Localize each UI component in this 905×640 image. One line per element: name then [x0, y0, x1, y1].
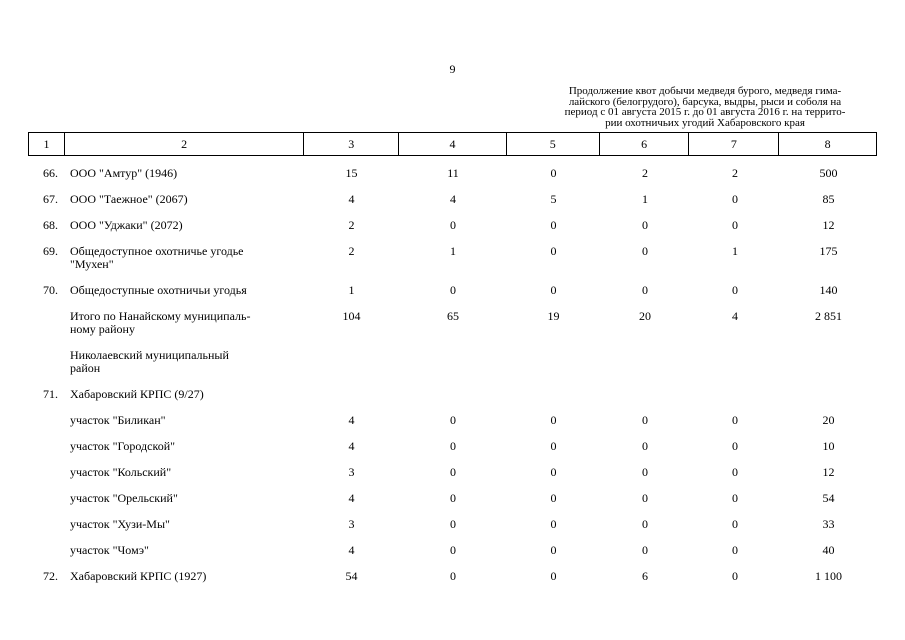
row-value-col-8: 54 [822, 491, 835, 505]
row-value-col-5: 0 [550, 517, 557, 531]
row-number: 72. [43, 569, 58, 583]
row-number: 71. [43, 387, 58, 401]
row-value-col-5: 5 [550, 192, 557, 206]
row-number [28, 439, 64, 465]
table-row [28, 387, 877, 413]
row-name-line: Хабаровский КРПС (9/27) [70, 387, 204, 401]
row-name-line: участок "Биликан" [70, 413, 166, 427]
row-value-col-4: 1 [450, 244, 456, 258]
row-value-col-4: 0 [450, 517, 456, 531]
table-row [28, 218, 877, 244]
table-row [28, 491, 877, 517]
table-row [28, 465, 877, 491]
row-number [28, 491, 64, 517]
row-value-col-7: 0 [732, 569, 738, 583]
column-header-4: 4 [399, 133, 507, 155]
row-value-col-4: 0 [450, 413, 456, 427]
row-value-col-7: 0 [732, 413, 738, 427]
row-name [64, 283, 304, 309]
row-number: 69. [43, 244, 58, 258]
row-value-col-7: 0 [732, 465, 738, 479]
row-value-col-6: 0 [642, 543, 648, 557]
row-value-col-7 [690, 348, 780, 387]
caption-line: период с 01 августа 2015 г. до 01 августа 2016 г. на террито- [564, 106, 846, 118]
row-value-col-6: 0 [642, 491, 648, 505]
table-body [28, 166, 877, 595]
row-value-col-5: 0 [550, 283, 557, 297]
table-row [28, 517, 877, 543]
row-value-col-7 [690, 387, 780, 413]
row-value-col-5: 0 [550, 439, 557, 453]
row-value-col-3: 1 [348, 283, 355, 297]
table-row [28, 348, 877, 387]
table-row [28, 413, 877, 439]
row-value-col-4: 0 [450, 569, 456, 583]
row-value-col-8: 1 100 [815, 569, 842, 583]
row-value-col-8: 2 851 [815, 309, 842, 323]
row-name-line: ООО "Амтур" (1946) [70, 166, 178, 180]
row-value-col-7: 0 [732, 491, 738, 505]
row-value-col-5: 19 [547, 309, 560, 323]
table-caption [528, 86, 882, 128]
row-value-col-5 [507, 387, 600, 413]
row-name-line: Общедоступное охотничье угодье [70, 244, 244, 258]
row-value-col-3: 2 [348, 244, 355, 258]
row-name-line: Хабаровский КРПС (1927) [70, 569, 207, 583]
row-value-col-6: 0 [642, 413, 648, 427]
row-name-line: ООО "Уджаки" (2072) [70, 218, 183, 232]
row-value-col-7: 0 [732, 543, 738, 557]
row-value-col-6: 0 [642, 465, 648, 479]
row-name-line: Итого по Нанайскому муниципаль- [70, 309, 251, 323]
row-value-col-8 [780, 348, 877, 387]
row-value-col-6: 0 [642, 439, 648, 453]
row-number [28, 543, 64, 569]
row-value-col-7: 4 [732, 309, 738, 323]
row-value-col-5: 0 [550, 218, 557, 232]
table-row [28, 439, 877, 465]
row-name [64, 348, 304, 387]
row-name-line: участок "Кольский" [70, 465, 172, 479]
row-value-col-7: 1 [732, 244, 738, 258]
row-value-col-6: 6 [642, 569, 648, 583]
row-name [64, 413, 304, 439]
row-value-col-4: 0 [450, 218, 456, 232]
row-value-col-3: 15 [345, 166, 358, 180]
row-value-col-7: 2 [732, 166, 738, 180]
row-value-col-3: 4 [348, 413, 355, 427]
row-value-col-3: 2 [348, 218, 355, 232]
caption-line: рии охотничьих угодий Хабаровского края [605, 116, 805, 129]
row-value-col-4: 0 [450, 439, 456, 453]
row-value-col-5: 0 [550, 569, 557, 583]
row-value-col-8: 20 [822, 413, 835, 427]
row-value-col-8: 33 [822, 517, 835, 531]
row-value-col-8: 140 [819, 283, 838, 297]
row-value-col-5: 0 [550, 244, 557, 258]
row-value-col-3: 3 [348, 465, 355, 479]
row-value-col-3: 4 [348, 439, 355, 453]
row-number [28, 465, 64, 491]
row-value-col-5: 0 [550, 465, 557, 479]
row-number: 68. [43, 218, 58, 232]
row-number: 70. [43, 283, 58, 297]
row-name-line: участок "Орельский" [70, 491, 178, 505]
row-name [64, 439, 304, 465]
row-value-col-7: 0 [732, 218, 738, 232]
row-name [64, 543, 304, 569]
table-header [28, 132, 877, 156]
row-value-col-4 [399, 348, 507, 387]
row-value-col-8: 40 [822, 543, 835, 557]
row-name-line: ному району [70, 321, 135, 336]
row-value-col-6: 0 [642, 244, 648, 258]
caption-line: лайского (белогрудого), барсука, выдры, рыси и соболя на [568, 95, 842, 108]
row-name-line: участок "Городской" [70, 439, 176, 453]
row-value-col-8: 10 [822, 439, 835, 453]
column-header-6: 6 [600, 133, 690, 155]
row-value-col-6: 0 [642, 218, 648, 232]
row-value-col-8: 12 [822, 465, 835, 479]
row-value-col-8: 85 [822, 192, 835, 206]
row-value-col-8: 12 [822, 218, 835, 232]
row-value-col-3 [304, 348, 399, 387]
row-value-col-5: 0 [550, 166, 557, 180]
row-name [64, 387, 304, 413]
row-value-col-4 [399, 387, 507, 413]
row-value-col-4: 0 [450, 465, 456, 479]
row-value-col-3: 54 [345, 569, 358, 583]
table-row [28, 192, 877, 218]
row-value-col-5 [507, 348, 600, 387]
row-value-col-7: 0 [732, 517, 738, 531]
row-value-col-7: 0 [732, 192, 738, 206]
row-name-line: Общедоступные охотничьи угодья [70, 283, 247, 297]
column-header-7: 7 [689, 133, 779, 155]
row-value-col-6 [600, 387, 690, 413]
row-value-col-4: 0 [450, 491, 456, 505]
row-name [64, 309, 304, 348]
row-value-col-5: 0 [550, 543, 557, 557]
row-name-line: район [70, 360, 101, 375]
row-name [64, 491, 304, 517]
row-name [64, 244, 304, 283]
row-name-line: участок "Хузи-Мы" [70, 517, 170, 531]
row-value-col-6: 0 [642, 283, 648, 297]
table-row [28, 244, 877, 283]
column-header-5: 5 [507, 133, 600, 155]
row-value-col-3: 104 [342, 309, 361, 323]
table-row [28, 166, 877, 192]
page-number: 9 [449, 62, 456, 76]
row-name [64, 192, 304, 218]
row-value-col-6: 1 [642, 192, 648, 206]
row-name [64, 517, 304, 543]
row-value-col-5: 0 [550, 413, 557, 427]
row-name [64, 465, 304, 491]
table-row [28, 543, 877, 569]
table-row [28, 309, 877, 348]
row-number [28, 348, 64, 387]
row-value-col-4: 11 [447, 166, 459, 180]
table-row [28, 569, 877, 595]
row-value-col-6: 0 [642, 517, 648, 531]
row-name-line: Николаевский муниципальный [70, 348, 229, 362]
row-value-col-7: 0 [732, 283, 738, 297]
table-row [28, 283, 877, 309]
column-header-2: 2 [65, 133, 304, 155]
row-value-col-4: 65 [447, 309, 459, 323]
row-name-line: ООО "Таежное" (2067) [70, 192, 188, 206]
row-value-col-6: 20 [639, 309, 651, 323]
row-name-line: "Мухен" [70, 256, 114, 271]
row-name [64, 166, 304, 192]
row-value-col-3: 4 [348, 543, 355, 557]
row-number: 67. [43, 192, 58, 206]
row-value-col-7: 0 [732, 439, 738, 453]
row-value-col-3: 4 [348, 491, 355, 505]
row-number: 66. [43, 166, 58, 180]
row-value-col-6: 2 [642, 166, 648, 180]
row-value-col-3: 4 [348, 192, 355, 206]
row-value-col-6 [600, 348, 690, 387]
row-number [28, 413, 64, 439]
row-name [64, 569, 304, 595]
caption-line: Продолжение квот добычи медведя бурого, медведя гима- [568, 85, 842, 97]
row-value-col-4: 0 [450, 283, 456, 297]
row-value-col-8 [780, 387, 877, 413]
column-header-1: 1 [29, 133, 65, 155]
row-value-col-4: 0 [450, 543, 456, 557]
row-number [28, 309, 64, 348]
row-value-col-3: 3 [348, 517, 355, 531]
row-name [64, 218, 304, 244]
row-value-col-3 [304, 387, 399, 413]
row-value-col-5: 0 [550, 491, 557, 505]
column-header-8: 8 [824, 136, 831, 151]
row-value-col-8: 175 [819, 244, 838, 258]
row-value-col-8: 500 [819, 166, 838, 180]
row-name-line: участок "Чомэ" [70, 543, 149, 557]
row-number [28, 517, 64, 543]
column-header-3: 3 [304, 133, 399, 155]
row-value-col-4: 4 [450, 192, 456, 206]
